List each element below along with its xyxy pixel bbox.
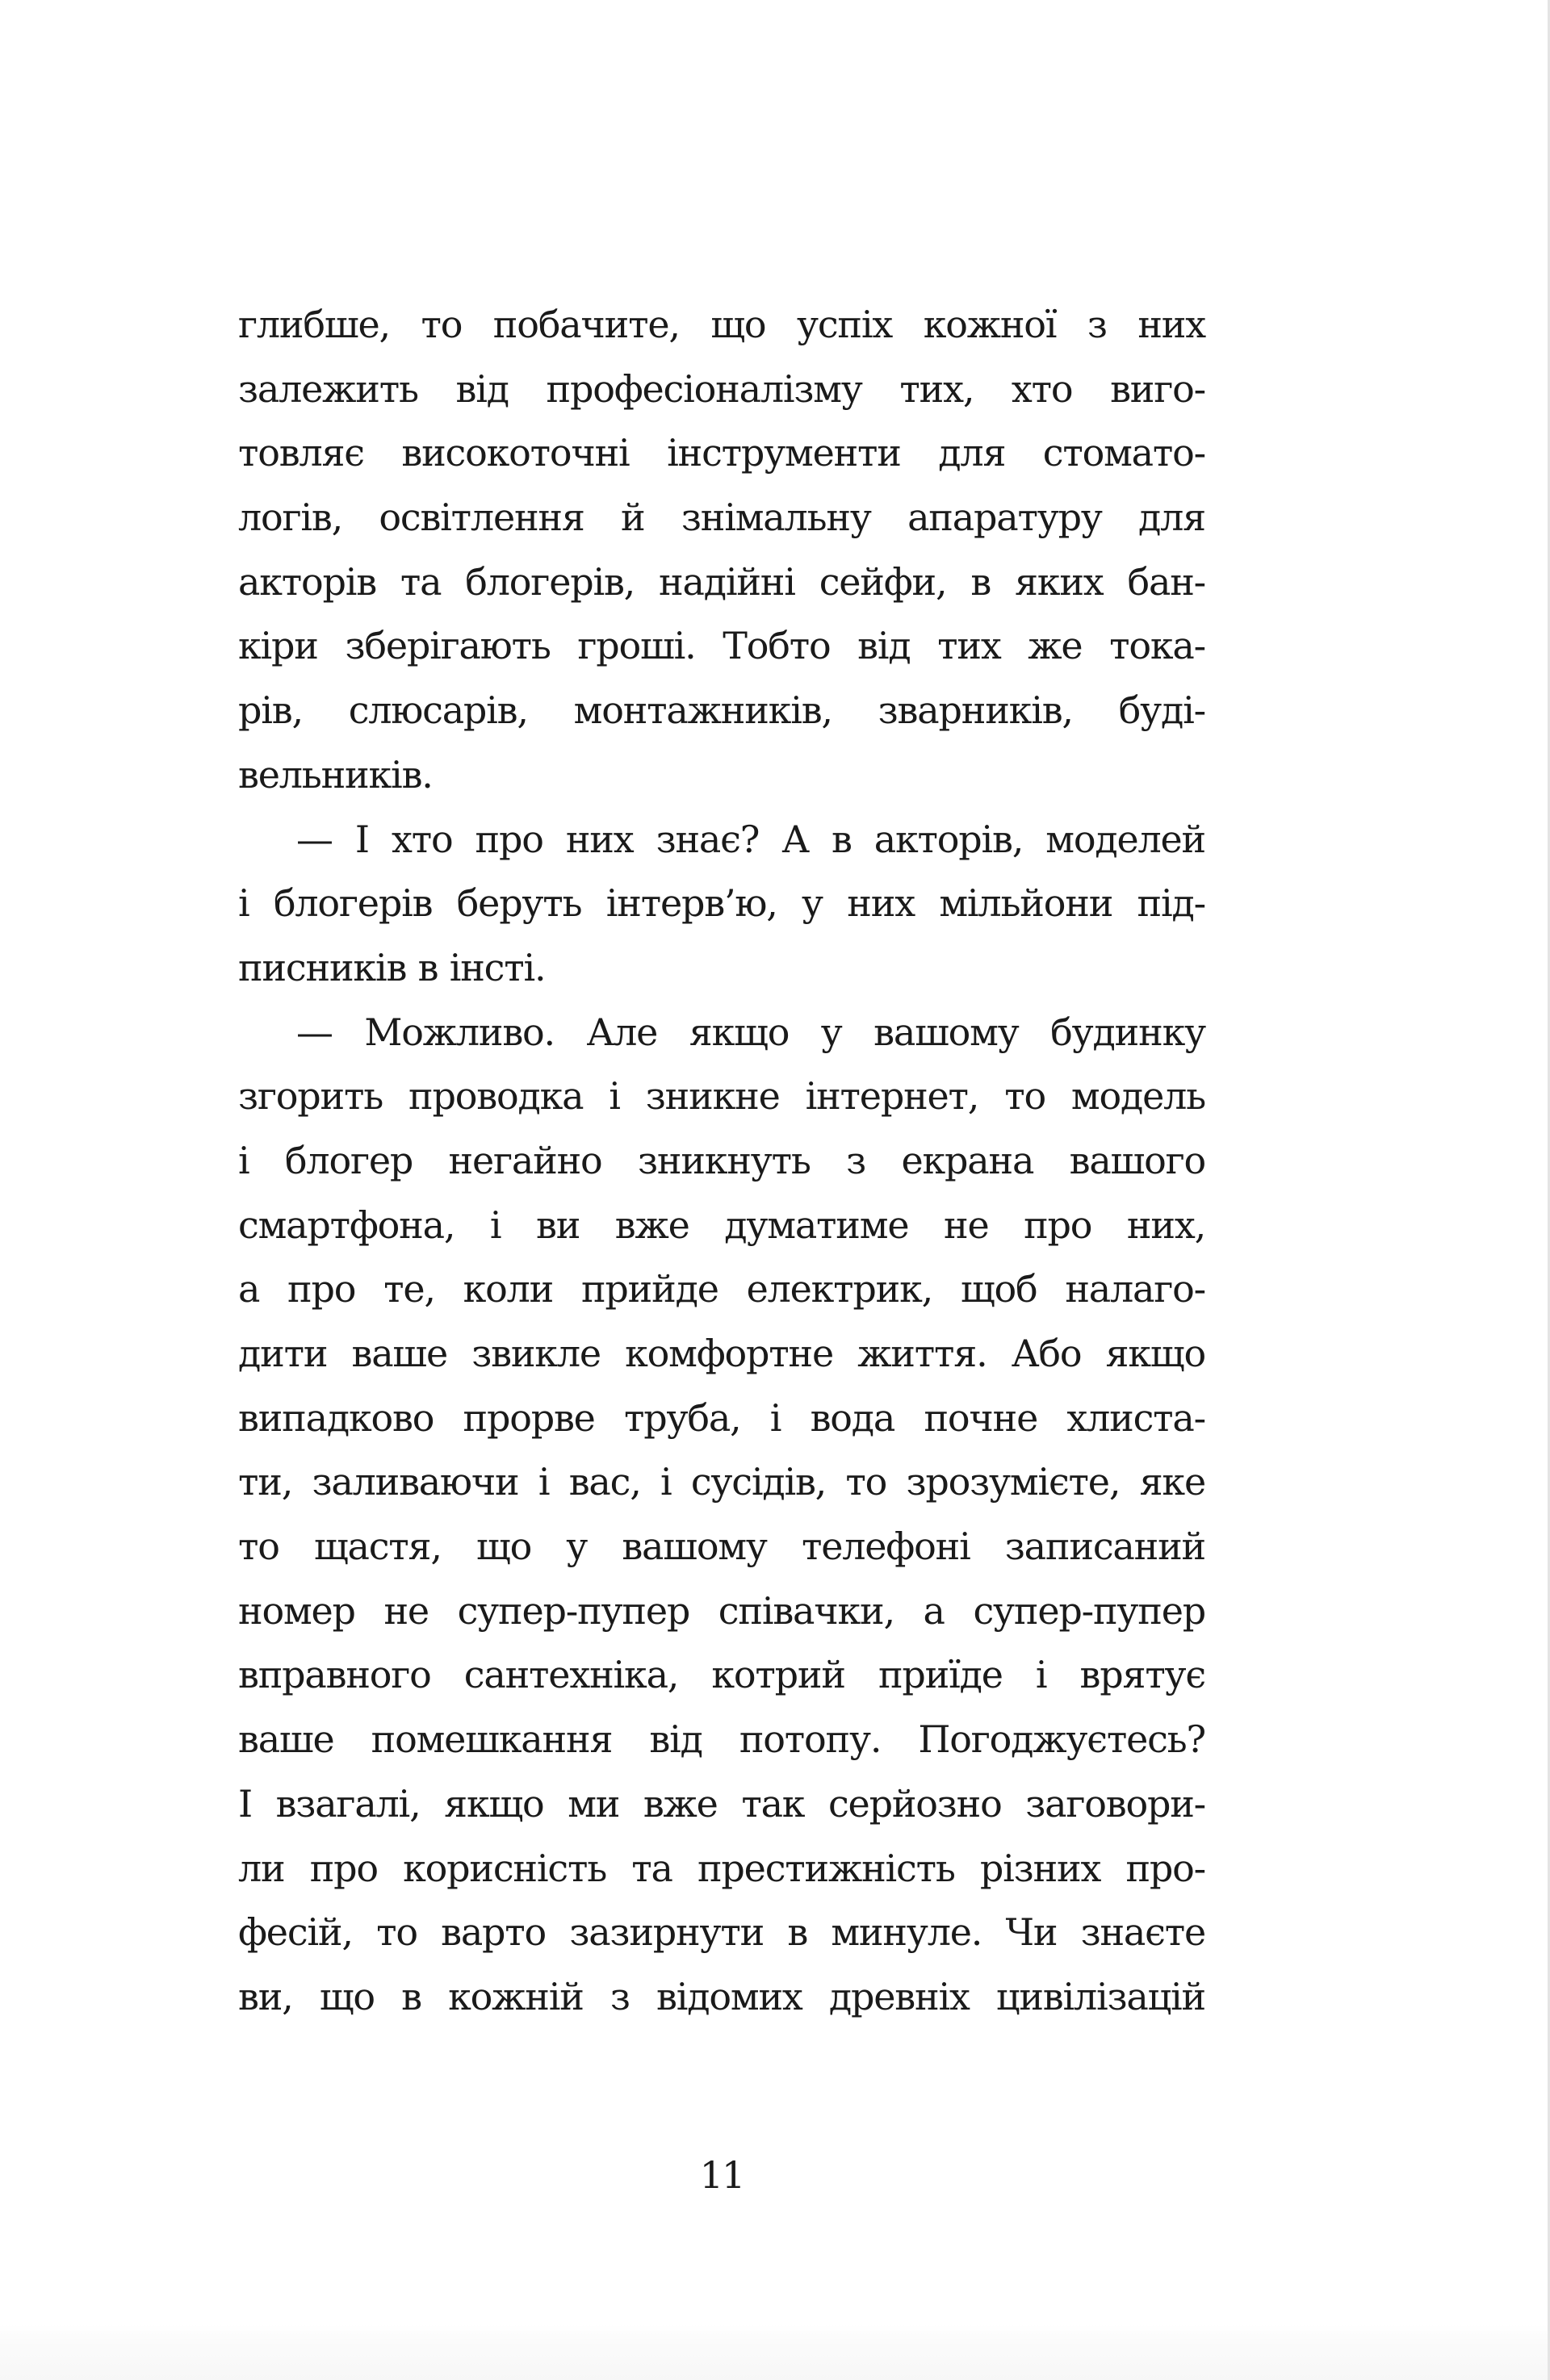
text-line: залежить від професіоналізму тих, хто виго- xyxy=(238,366,1205,411)
text-line: дити ваше звикле комфортне життя. Або якщо xyxy=(238,1332,1205,1375)
text-line: фесій, то варто зазирнути в минуле. Чи знаєте xyxy=(238,1910,1205,1955)
text-line: товляє високоточні інструменти для стомато- xyxy=(238,431,1205,475)
text-line: вправного сантехніка, котрий приїде і врятує xyxy=(238,1653,1205,1697)
text-line: акторів та блогерів, надійні сейфи, в яких бан- xyxy=(238,559,1205,604)
text-line: ли про корисність та престижність різних про- xyxy=(238,1846,1205,1890)
text-line: кіри зберігають гроші. Тобто від тих же тока- xyxy=(238,624,1205,668)
text-line: рів, слюсарів, монтажників, зварників, буді- xyxy=(238,688,1205,733)
text-line: писників в інсті. xyxy=(238,945,546,989)
text-line: логів, освітлення й знімальну апаратуру для xyxy=(238,496,1205,540)
text-line: смартфона, і ви вже думатиме не про них, xyxy=(238,1203,1205,1247)
text-line: випадково прорве труба, і вода почне хлиста- xyxy=(238,1395,1205,1440)
text-line: і блогер негайно зникнуть з екрана вашого xyxy=(238,1138,1205,1182)
text-line: глибше, то побачите, що успіх кожної з них xyxy=(238,303,1205,346)
text-line: ваше помешкання від потопу. Погоджуєтесь? xyxy=(238,1717,1205,1762)
text-line: номер не супер-пупер співачки, а супер-пупер xyxy=(238,1588,1205,1633)
text-line: І взагалі, якщо ми вже так серйозно заговори- xyxy=(238,1781,1205,1826)
text-line: ви, що в кожній з відомих древніх цивілізацій xyxy=(238,1974,1205,2018)
page-number: 11 xyxy=(699,2153,744,2197)
text-line: вельників. xyxy=(238,752,433,797)
text-line: згорить проводка і зникне інтернет, то модель xyxy=(238,1074,1205,1119)
text-line: і блогерів беруть інтерв’ю, у них мільйони під- xyxy=(238,881,1205,926)
dialogue-line: — Можливо. Але якщо у вашому будинку xyxy=(296,1010,1205,1054)
body-text xyxy=(238,293,1205,2030)
text-line: ти, заливаючи і вас, і сусідів, то зрозумієте, яке xyxy=(238,1460,1205,1504)
text-line: а про те, коли прийде електрик, щоб налаго- xyxy=(238,1267,1205,1311)
dialogue-line: — І хто про них знає? А в акторів, моделей xyxy=(296,817,1205,861)
text-line: то щастя, що у вашому телефоні записаний xyxy=(238,1525,1205,1569)
